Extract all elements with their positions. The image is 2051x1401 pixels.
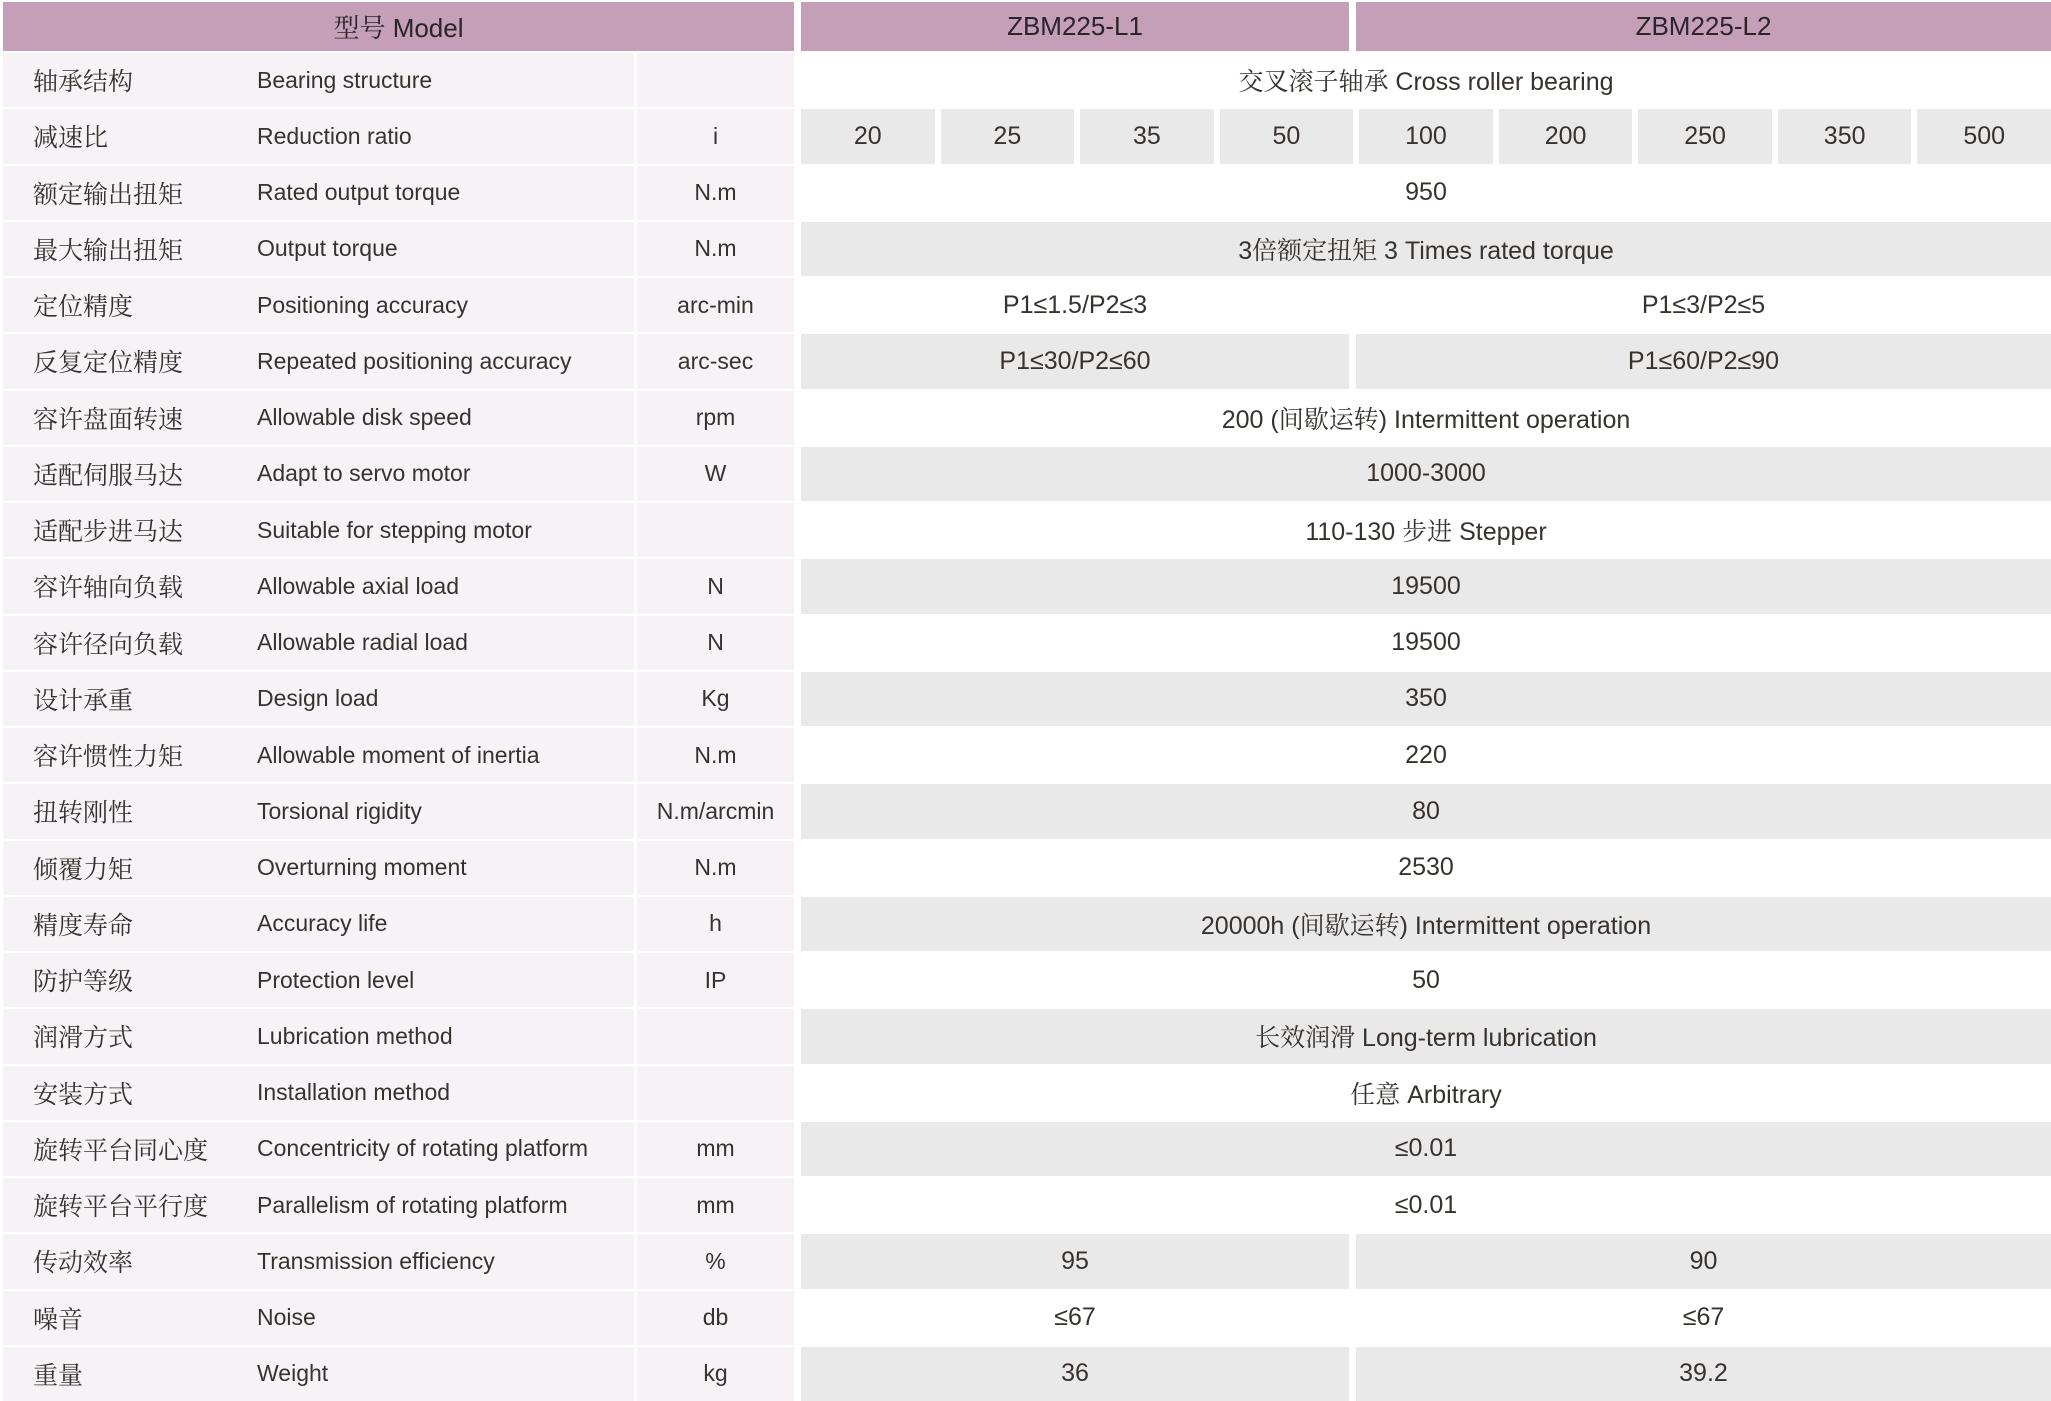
row-unit: N.m/arcmin xyxy=(637,784,801,838)
row-label-cn: 容许惯性力矩 xyxy=(3,728,250,782)
row-label-en: Bearing structure xyxy=(250,53,637,107)
row-unit: arc-sec xyxy=(637,334,801,388)
row-unit: W xyxy=(637,447,801,501)
row-label-en: Repeated positioning accuracy xyxy=(250,334,637,388)
row-values xyxy=(801,559,2051,613)
ratio-value-cell: 25 xyxy=(941,109,1075,163)
row-values xyxy=(801,728,2051,782)
header-row xyxy=(3,2,2051,51)
row-label-en: Design load xyxy=(250,672,637,726)
row-unit: arc-min xyxy=(637,278,801,332)
value-cell: 90 xyxy=(1356,1234,2051,1288)
row-unit xyxy=(637,1009,801,1063)
row-values xyxy=(801,897,2051,951)
ratio-value-cell: 200 xyxy=(1499,109,1633,163)
row-unit: mm xyxy=(637,1122,801,1176)
value-cell: 交叉滚子轴承 Cross roller bearing xyxy=(801,53,2051,107)
value-cell: 任意 Arbitrary xyxy=(801,1066,2051,1120)
table-row xyxy=(3,109,2051,163)
row-values xyxy=(801,1234,2051,1288)
row-unit: IP xyxy=(637,953,801,1007)
row-values xyxy=(801,1178,2051,1232)
row-label-cn: 润滑方式 xyxy=(3,1009,250,1063)
table-row xyxy=(3,784,2051,838)
row-label-cn: 减速比 xyxy=(3,109,250,163)
row-unit: % xyxy=(637,1234,801,1288)
table-row xyxy=(3,1347,2051,1401)
row-values xyxy=(801,503,2051,557)
row-unit: N xyxy=(637,559,801,613)
value-cell: 950 xyxy=(801,166,2051,220)
row-unit: N.m xyxy=(637,222,801,276)
table-row xyxy=(3,278,2051,332)
row-values xyxy=(801,447,2051,501)
row-values xyxy=(801,616,2051,670)
value-cell: ≤67 xyxy=(801,1291,1349,1345)
row-label-en: Adapt to servo motor xyxy=(250,447,637,501)
ratio-value-cell: 250 xyxy=(1638,109,1772,163)
row-label-cn: 传动效率 xyxy=(3,1234,250,1288)
row-unit: N.m xyxy=(637,166,801,220)
row-label-cn: 适配步进马达 xyxy=(3,503,250,557)
row-unit: N xyxy=(637,616,801,670)
row-label-en: Output torque xyxy=(250,222,637,276)
row-label-en: Allowable axial load xyxy=(250,559,637,613)
value-cell: ≤0.01 xyxy=(801,1122,2051,1176)
row-label-en: Suitable for stepping motor xyxy=(250,503,637,557)
row-label-en: Parallelism of rotating platform xyxy=(250,1178,637,1232)
row-label-cn: 噪音 xyxy=(3,1291,250,1345)
ratio-value-cell: 350 xyxy=(1778,109,1912,163)
table-row xyxy=(3,1234,2051,1288)
row-unit: N.m xyxy=(637,728,801,782)
row-values xyxy=(801,841,2051,895)
row-unit xyxy=(637,1066,801,1120)
row-values xyxy=(801,222,2051,276)
row-unit: h xyxy=(637,897,801,951)
row-values xyxy=(801,1291,2051,1345)
table-row xyxy=(3,672,2051,726)
table-row xyxy=(3,559,2051,613)
row-values xyxy=(801,1009,2051,1063)
value-cell: P1≤30/P2≤60 xyxy=(801,334,1349,388)
value-cell: 19500 xyxy=(801,559,2051,613)
row-unit: mm xyxy=(637,1178,801,1232)
row-label-cn: 倾覆力矩 xyxy=(3,841,250,895)
row-label-cn: 最大输出扭矩 xyxy=(3,222,250,276)
header-model-cell: 型号 Model xyxy=(3,2,794,51)
row-label-en: Transmission efficiency xyxy=(250,1234,637,1288)
value-cell: ≤67 xyxy=(1356,1291,2051,1345)
row-label-en: Protection level xyxy=(250,953,637,1007)
row-label-cn: 定位精度 xyxy=(3,278,250,332)
row-label-cn: 防护等级 xyxy=(3,953,250,1007)
value-cell: 20000h (间歇运转) Intermittent operation xyxy=(801,897,2051,951)
row-unit: kg xyxy=(637,1347,801,1401)
row-unit xyxy=(637,503,801,557)
row-label-cn: 精度寿命 xyxy=(3,897,250,951)
value-cell: 39.2 xyxy=(1356,1347,2051,1401)
table-row xyxy=(3,728,2051,782)
row-label-cn: 旋转平台同心度 xyxy=(3,1122,250,1176)
row-values xyxy=(801,53,2051,107)
ratio-value-cell: 500 xyxy=(1917,109,2051,163)
row-unit xyxy=(637,53,801,107)
table-row xyxy=(3,53,2051,107)
value-cell: 长效润滑 Long-term lubrication xyxy=(801,1009,2051,1063)
value-cell: 350 xyxy=(801,672,2051,726)
row-label-cn: 适配伺服马达 xyxy=(3,447,250,501)
ratio-value-cell: 35 xyxy=(1080,109,1214,163)
table-row xyxy=(3,897,2051,951)
row-label-en: Rated output torque xyxy=(250,166,637,220)
row-label-en: Positioning accuracy xyxy=(250,278,637,332)
row-values xyxy=(801,278,2051,332)
row-label-en: Accuracy life xyxy=(250,897,637,951)
value-cell: P1≤60/P2≤90 xyxy=(1356,334,2051,388)
table-row xyxy=(3,222,2051,276)
row-values xyxy=(801,1066,2051,1120)
row-label-cn: 重量 xyxy=(3,1347,250,1401)
row-label-en: Allowable moment of inertia xyxy=(250,728,637,782)
value-cell: ≤0.01 xyxy=(801,1178,2051,1232)
value-cell: 110-130 步进 Stepper xyxy=(801,503,2051,557)
row-label-en: Installation method xyxy=(250,1066,637,1120)
row-values xyxy=(801,672,2051,726)
row-values xyxy=(801,1122,2051,1176)
table-row xyxy=(3,391,2051,445)
table-row xyxy=(3,1122,2051,1176)
table-row xyxy=(3,841,2051,895)
row-values xyxy=(801,391,2051,445)
ratio-value-cell: 50 xyxy=(1220,109,1354,163)
row-label-en: Lubrication method xyxy=(250,1009,637,1063)
ratio-value-cell: 100 xyxy=(1359,109,1493,163)
row-values xyxy=(801,334,2051,388)
row-values xyxy=(801,1347,2051,1401)
header-model-column: ZBM225-L1 xyxy=(801,2,1349,51)
row-label-en: Allowable radial load xyxy=(250,616,637,670)
value-cell: P1≤3/P2≤5 xyxy=(1356,278,2051,332)
value-cell: 220 xyxy=(801,728,2051,782)
value-cell: 50 xyxy=(801,953,2051,1007)
row-unit: rpm xyxy=(637,391,801,445)
ratio-value-cell: 20 xyxy=(801,109,935,163)
row-label-cn: 容许盘面转速 xyxy=(3,391,250,445)
table-row xyxy=(3,1009,2051,1063)
row-label-en: Weight xyxy=(250,1347,637,1401)
row-label-cn: 旋转平台平行度 xyxy=(3,1178,250,1232)
row-label-cn: 反复定位精度 xyxy=(3,334,250,388)
row-label-cn: 容许轴向负载 xyxy=(3,559,250,613)
table-row xyxy=(3,616,2051,670)
row-unit: i xyxy=(637,109,801,163)
row-label-en: Noise xyxy=(250,1291,637,1345)
table-row xyxy=(3,953,2051,1007)
row-unit: db xyxy=(637,1291,801,1345)
value-cell: 36 xyxy=(801,1347,1349,1401)
table-row xyxy=(3,166,2051,220)
table-row xyxy=(3,1178,2051,1232)
row-label-cn: 额定输出扭矩 xyxy=(3,166,250,220)
value-cell: P1≤1.5/P2≤3 xyxy=(801,278,1349,332)
row-label-en: Concentricity of rotating platform xyxy=(250,1122,637,1176)
row-label-en: Overturning moment xyxy=(250,841,637,895)
table-row xyxy=(3,447,2051,501)
value-cell: 2530 xyxy=(801,841,2051,895)
row-label-cn: 设计承重 xyxy=(3,672,250,726)
value-cell: 95 xyxy=(801,1234,1349,1288)
row-values xyxy=(801,109,2051,163)
row-label-cn: 安装方式 xyxy=(3,1066,250,1120)
row-unit: Kg xyxy=(637,672,801,726)
row-values xyxy=(801,953,2051,1007)
row-label-cn: 轴承结构 xyxy=(3,53,250,107)
table-row xyxy=(3,503,2051,557)
row-label-en: Reduction ratio xyxy=(250,109,637,163)
value-cell: 19500 xyxy=(801,616,2051,670)
row-values xyxy=(801,166,2051,220)
row-label-en: Allowable disk speed xyxy=(250,391,637,445)
header-model-column: ZBM225-L2 xyxy=(1356,2,2051,51)
table-row xyxy=(3,1291,2051,1345)
row-values xyxy=(801,784,2051,838)
value-cell: 3倍额定扭矩 3 Times rated torque xyxy=(801,222,2051,276)
row-unit: N.m xyxy=(637,841,801,895)
table-row xyxy=(3,334,2051,388)
table-row xyxy=(3,1066,2051,1120)
row-label-cn: 容许径向负载 xyxy=(3,616,250,670)
value-cell: 80 xyxy=(801,784,2051,838)
value-cell: 1000-3000 xyxy=(801,447,2051,501)
row-label-cn: 扭转刚性 xyxy=(3,784,250,838)
value-cell: 200 (间歇运转) Intermittent operation xyxy=(801,391,2051,445)
row-label-en: Torsional rigidity xyxy=(250,784,637,838)
